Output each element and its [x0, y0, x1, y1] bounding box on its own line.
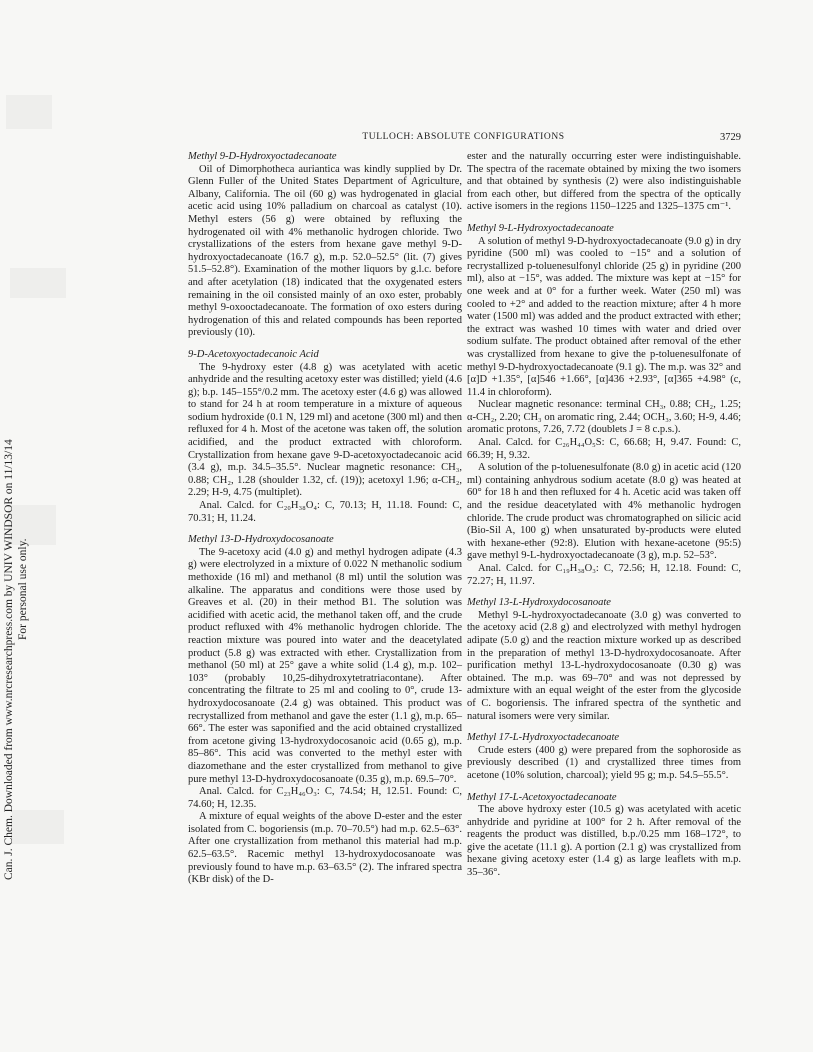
body-paragraph: A solution of the p-toluenesulfonate (8.0 g) in acetic acid (120 ml) containing anhydrous sodium acetate (8.0 g) was heated at 60° for 18 h and then refluxed for 4 h. Acetic acid was taken off and the residue deacetylated with 4% methanolic hydrogen chloride. The crude product was chromatographed on silicic acid (Bio-Sil A, 100 g) when unsaturated by-products were eluted with hexane-ether (92:8). Elution with hexane-acetone (95:5) gave methyl 9-L-hydroxyoctadecanoate (3 g), m.p. 52–53°. — [467, 462, 741, 562]
section-heading: Methyl 17-L-Acetoxyoctadecanoate — [467, 791, 617, 803]
page-number: 3729 — [720, 132, 741, 143]
scan-speckle — [6, 95, 52, 129]
section-heading: Methyl 13-D-Hydroxydocosanoate — [188, 534, 334, 546]
body-paragraph: The 9-acetoxy acid (4.0 g) and methyl hydrogen adipate (4.3 g) were electrolyzed in a mixture of 0.022 N methanolic sodium methoxide (16 ml) and methanol (8 ml) until the solution was alkaline. The apparatus and conditions were those used by Greaves et al. (20) in their method B1. The solution was acidified with acetic acid, the methanol taken off, and the crude product refluxed with 4% methanolic hydrogen chloride. The reaction mixture was poured into water and the deacetylated product (5.8 g) was extracted with ether. Crystallization from methanol (50 ml) at 25° gave a white solid (1.4 g), m.p. 102–103° (probably 10,25-dihydroxytetratriacontane). After concentrating the filtrate to 25 ml and cooling to 0°, crude 13-hydroxydocosanoate (2.4 g) was obtained. This product was recrystallized from methanol and gave the ester (1.1 g), m.p. 65–66°. The ester was saponified and the acid obtained crystallized from acetone giving 13-hydroxydocosanoic acid (0.65 g), m.p. 85–86°. This acid was converted to the methyl ester with diazomethane and the ester crystallized from methanol to give pure methyl 13-D-hydroxydocosanoate (0.35 g), m.p. 69.5–70°. — [188, 546, 462, 785]
section-heading: Methyl 17-L-Hydroxyoctadecanoate — [467, 732, 620, 744]
body-paragraph: The 9-hydroxy ester (4.8 g) was acetylated with acetic anhydride and the resulting acetoxy ester was distilled; yield (4.6 g); b.p. 145–155°/0.2 mm. The acetoxy ester (4.6 g) was allowed to stand for 24 h at room temperature in a mixture of aqueous sodium hydroxide (0.1 N, 129 ml) and acetone (300 ml) and then refluxed for 4 h. Most of the acetone was taken off, the solution acidified, and the product extracted with chloroform. Crystallization from hexane gave 9-D-acetoxyoctadecanoic acid (3.4 g), m.p. 34.5–35.5°. Nuclear magnetic resonance: CH₃, 0.88; CH₂, 1.28 (shoulder 1.32, cf. (19)); acetoxyl 1.96; α-CH₂, 2.29; H-9, 4.75 (multiplet). — [188, 361, 462, 499]
left-margin — [0, 0, 70, 1052]
body-paragraph: The above hydroxy ester (10.5 g) was acetylated with acetic anhydride and pyridine at 100° for 2 h. After removal of the reagents the product was distilled, b.p./0.25 mm 168–172°, to give the acetate (11.1 g). A portion (2.1 g) was crystallized from hexane giving acetoxy ester (1.4 g) as large leaflets with m.p. 35–36°. — [467, 804, 741, 879]
body-paragraph: Methyl 9-L-hydroxyoctadecanoate (3.0 g) was converted to the acetoxy acid (2.8 g) and electrolyzed with methyl hydrogen adipate (5.0 g) and the reaction mixture worked up as described in the preparation of methyl 13-D-hydroxydocosanoate. After purification methyl 13-L-hydroxydocosanoate (0.30 g) was obtained. The m.p. was 69–70° and was not depressed by admixture with an equal weight of the ester from the glycoside of C. bogoriensis. The infrared spectra of the synthetic and natural isomers were very similar. — [467, 609, 741, 722]
analysis-paragraph: Anal. Calcd. for C₂₆H₄₄O₅S: C, 66.68; H, 9.47. Found: C, 66.39; H, 9.32. — [467, 437, 741, 461]
body-paragraph: Oil of Dimorphotheca auriantica was kindly supplied by Dr. Glenn Fuller of the United States Department of Agriculture, Albany, California. The oil (60 g) was hydrogenated in glacial acetic acid using 10% palladium on charcoal as catalyst (10). Methyl esters (56 g) were obtained by refluxing the hydrogenated oil with 4% methanolic hydrogen chloride. Two crystallizations of the esters from hexane gave methyl 9-D-hydroxyoctadecanoate (16.7 g), m.p. 52.0–52.5° (lit. (7) gives 51.5–52.8°). Examination of the mother liquors by g.l.c. before and after acetylation (18) indicated that the oxygenated esters remaining in the oil consisted mainly of an oxo ester, probably methyl 9-oxooctadecanoate. The formation of oxo esters during hydrogenation of this and related compounds has been reported previously (10). — [188, 163, 462, 339]
analysis-paragraph: Anal. Calcd. for C₂₀H₃₈O₄: C, 70.13; H, 11.18. Found: C, 70.31; H, 11.24. — [188, 500, 462, 524]
right-column — [467, 151, 741, 880]
running-title: TULLOCH: ABSOLUTE CONFIGURATIONS — [362, 132, 565, 142]
body-paragraph: ester and the naturally occurring ester were indistinguishable. The spectra of the racemate obtained by mixing the two isomers and that obtained by synthesis (2) were also indistinguishable from each other, but differed from the spectra of the optically active isomers in the regions 1150–1225 and 1325–1375 cm⁻¹. — [467, 151, 741, 213]
download-watermark — [2, 439, 30, 880]
section-heading: Methyl 13-L-Hydroxydocosanoate — [467, 597, 611, 609]
body-paragraph: Crude esters (400 g) were prepared from the sophoroside as previously described (1) and crystallized three times from acetone (10% solution, charcoal); yield 95 g; m.p. 54.5–55.5°. — [467, 744, 741, 781]
body-paragraph: A solution of methyl 9-D-hydroxyoctadecanoate (9.0 g) in dry pyridine (500 ml) was cooled to −15° and a solution of recrystallized p-toluenesulfonyl chloride (25 g) in pyridine (200 ml), also at −15°, was added. The mixture was kept at −15° for one week and at 0° for a further week. Water (250 ml) was cooled to +2° and added to the reaction mixture; after 4 h more water (1500 ml) was added and the product extracted with ether; the extract was washed 10 times with water and dried over sodium sulfate. The product obtained after removal of the ether was crystallized from hexane to give the p-toluenesulfonate of methyl 9-D-hydroxyoctadecanoate (9.1 g). The m.p. was 32° and [α]D +1.35°, [α]546 +1.66°, [α]436 +2.93°, [α]365 +4.98° (c, 11.4 in chloroform). — [467, 235, 741, 398]
left-column — [188, 151, 462, 887]
body-paragraph: A mixture of equal weights of the above D-ester and the ester isolated from C. bogoriensis (m.p. 70–70.5°) had m.p. 62.5–63°. After one crystallization from methanol this material had m.p. 62.5–63.5°. Racemic methyl 13-hydroxydocosanoate was previously found to have m.p. 63–63.5° (2). The infrared spectra (KBr disk) of the D- — [188, 811, 462, 886]
analysis-paragraph: Anal. Calcd. for C₁₉H₃₈O₃: C, 72.56; H, 12.18. Found: C, 72.27; H, 11.97. — [467, 563, 741, 587]
watermark-line-1: Can. J. Chem. Downloaded from www.nrcresearchpress.com by UNIV WINDSOR on 11/13/14 — [3, 439, 15, 880]
watermark-line-2: For personal use only. — [17, 538, 29, 640]
body-paragraph: Nuclear magnetic resonance: terminal CH₃, 0.88; CH₂, 1.25; α-CH₂, 2.20; CH₃ on aromatic ring, 2.44; OCH₃, 3.60; H-9, 4.46; aromatic protons, 7.26, 7.72 (doublets J = 8 c.p.s.). — [467, 399, 741, 436]
scan-speckle — [10, 268, 66, 298]
section-heading: Methyl 9-L-Hydroxyoctadecanoate — [467, 222, 614, 234]
running-head — [186, 132, 741, 146]
section-heading: Methyl 9-D-Hydroxyoctadecanoate — [188, 151, 337, 162]
section-heading: 9-D-Acetoxyoctadecanoic Acid — [188, 348, 319, 360]
analysis-paragraph: Anal. Calcd. for C₂₃H₄₆O₃: C, 74.54; H, 12.51. Found: C, 74.60; H, 12.35. — [188, 786, 462, 810]
